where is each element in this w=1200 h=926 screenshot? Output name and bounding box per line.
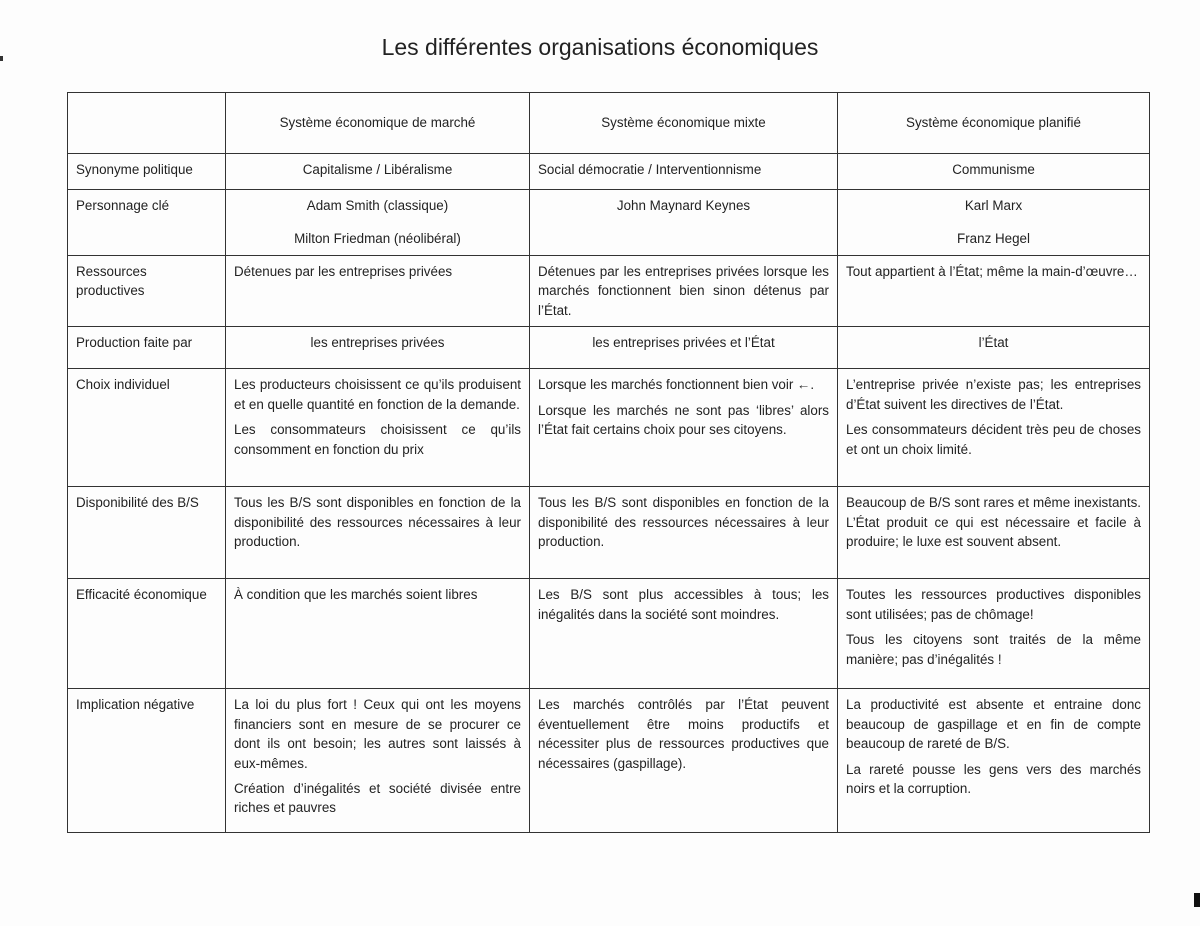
cell-paragraph: Tous les B/S sont disponibles en fonction de la disponibilité des ressources nécessaires à leur production. <box>538 495 829 550</box>
table-row <box>68 327 1150 369</box>
cell-paragraph: Lorsque les marchés ne sont pas ‘libres’ alors l’État fait certains choix pour ses citoyens. <box>538 402 829 438</box>
cell-paragraph: Les consommateurs choisissent ce qu’ils consomment en fonction du prix <box>234 422 521 457</box>
cell-paragraph: Franz Hegel <box>957 231 1030 247</box>
table-row <box>68 255 1150 326</box>
cell-mixed <box>530 579 838 689</box>
cell-paragraph: La productivité est absente et entraine donc beaucoup de gaspillage et en fin de compte beaucoup de rareté de B/S. <box>846 697 1141 752</box>
cell-paragraph: Tous les citoyens sont traités de la même manière; pas d’inégalités ! <box>846 632 1141 667</box>
cell-mixed <box>530 255 838 326</box>
table-row <box>68 689 1150 833</box>
cell-paragraph: Communisme <box>952 162 1035 177</box>
cell-paragraph: l’État <box>978 335 1009 351</box>
cell-paragraph: Lorsque les marchés fonctionnent bien voir ←. <box>538 377 815 393</box>
row-label: Efficacité économique <box>68 579 226 689</box>
row-label: Personnage clé <box>68 190 226 256</box>
cell-paragraph: Beaucoup de B/S sont rares et même inexistants. L’État produit ce qui est nécessaire et facile à produire; le luxe est souvent absent. <box>846 495 1141 550</box>
row-label: Disponibilité des B/S <box>68 487 226 579</box>
cell-paragraph: Milton Friedman (néolibéral) <box>294 231 461 247</box>
cell-paragraph: À condition que les marchés soient libres <box>234 587 478 603</box>
cell-paragraph: Tout appartient à l’État; même la main-d’œuvre… <box>846 263 1138 279</box>
cell-paragraph: John Maynard Keynes <box>616 198 751 213</box>
table-row <box>68 579 1150 689</box>
row-label: Ressources productives <box>68 255 226 326</box>
cell-paragraph: Les B/S sont plus accessibles à tous; les inégalités dans la société sont moindres. <box>538 587 829 622</box>
cell-planned <box>838 689 1150 833</box>
scan-edge-mark-bottom <box>1194 893 1200 907</box>
cell-market <box>226 487 530 579</box>
table-row <box>68 190 1150 256</box>
cell-market <box>226 579 530 689</box>
cell-market <box>226 190 530 256</box>
cell-paragraph: Social démocratie / Interventionnisme <box>538 162 762 177</box>
cell-planned <box>838 579 1150 689</box>
cell-mixed <box>530 689 838 833</box>
cell-paragraph: Toutes les ressources productives disponibles sont utilisées; pas de chômage! <box>846 587 1141 622</box>
cell-paragraph: Détenues par les entreprises privées lorsque les marchés fonctionnent bien sinon détenus par l’État. <box>538 263 829 318</box>
cell-planned <box>838 255 1150 326</box>
cell-paragraph: les entreprises privées et l’État <box>592 335 775 351</box>
cell-paragraph: Les marchés contrôlés par l’État peuvent éventuellement être moins productifs et nécessiter plus de ressources productives que nécessaires (gaspillage). <box>538 697 829 771</box>
row-label: Production faite par <box>68 327 226 369</box>
cell-paragraph: L’entreprise privée n’existe pas; les entreprises d’État suivent les directives de l’État. <box>846 377 1141 412</box>
header-row <box>68 93 1150 154</box>
header-cell-planned: Système économique planifié <box>838 93 1150 154</box>
cell-paragraph: Les consommateurs décident très peu de choses et ont un choix limité. <box>846 422 1141 457</box>
cell-market <box>226 255 530 326</box>
row-label: Synonyme politique <box>68 154 226 190</box>
cell-paragraph: Les producteurs choisissent ce qu’ils produisent et en quelle quantité en fonction de la demande. <box>234 377 521 412</box>
cell-paragraph: Création d’inégalités et société divisée entre riches et pauvres <box>234 780 521 816</box>
cell-planned <box>838 190 1150 256</box>
page-title: Les différentes organisations économiques <box>381 34 819 60</box>
cell-mixed <box>530 369 838 487</box>
table-row <box>68 487 1150 579</box>
cell-paragraph: Capitalisme / Libéralisme <box>302 162 453 177</box>
header-cell-mixed: Système économique mixte <box>530 93 838 154</box>
cell-paragraph: Karl Marx <box>964 198 1023 213</box>
cell-market <box>226 327 530 369</box>
cell-planned <box>838 487 1150 579</box>
cell-planned <box>838 369 1150 487</box>
row-label: Choix individuel <box>68 369 226 487</box>
cell-market <box>226 154 530 190</box>
comparison-table <box>67 92 1150 833</box>
row-label: Implication négative <box>68 689 226 833</box>
cell-paragraph: Tous les B/S sont disponibles en fonction de la disponibilité des ressources nécessaires à leur production. <box>234 495 521 550</box>
cell-market <box>226 369 530 487</box>
table-row <box>68 154 1150 190</box>
cell-mixed <box>530 487 838 579</box>
cell-paragraph: La loi du plus fort ! Ceux qui ont les moyens financiers sont en mesure de se procurer ce dont ils ont besoin; les autres sont laissés à eux-mêmes. <box>234 697 521 771</box>
cell-market <box>226 689 530 833</box>
cell-mixed <box>530 327 838 369</box>
cell-mixed <box>530 154 838 190</box>
cell-paragraph: La rareté pousse les gens vers des marchés noirs et la corruption. <box>846 761 1141 796</box>
cell-planned <box>838 154 1150 190</box>
header-cell-market: Système économique de marché <box>226 93 530 154</box>
cell-paragraph: Détenues par les entreprises privées <box>234 263 453 279</box>
cell-planned <box>838 327 1150 369</box>
cell-mixed <box>530 190 838 256</box>
cell-paragraph: les entreprises privées <box>310 335 445 351</box>
cell-paragraph: Adam Smith (classique) <box>306 198 449 213</box>
table-row <box>68 369 1150 487</box>
header-cell-empty <box>68 93 226 154</box>
